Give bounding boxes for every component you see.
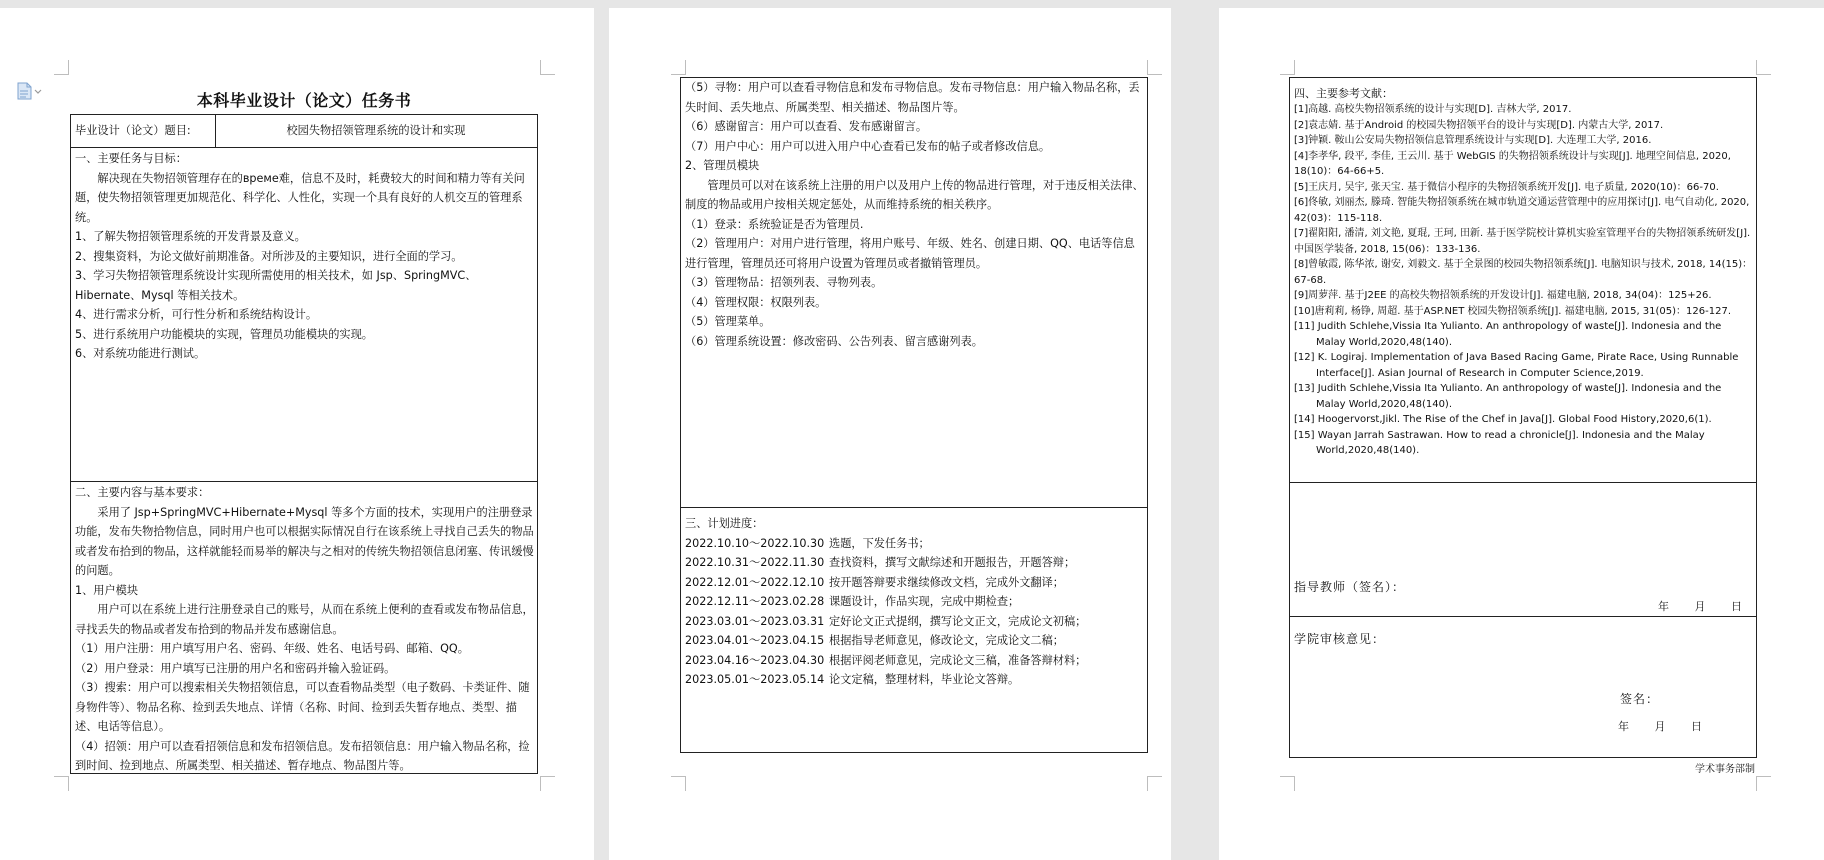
list-item: （3）管理物品：招领列表、寻物列表。	[685, 276, 883, 289]
list-item: （6）感谢留言：用户可以查看、发布感谢留言。	[685, 120, 928, 133]
list-item: 6、对系统功能进行测试。	[75, 347, 206, 360]
crop-mark	[1280, 776, 1295, 791]
reference-item: [13] Judith Schlehe,Vissia Ita Yulianto. An anthropology of waste[J]. Indonesia and the Malay World,2020,48(140).	[1294, 383, 1722, 410]
reference-item: [14] Hoogervorst,Jikl. The Rise of the Chef in Java[J]. Global Food History,2020,6(1).	[1294, 414, 1712, 425]
schedule-date: 2023.04.16～2023.04.30	[685, 653, 825, 667]
task-table-cont	[680, 77, 1148, 753]
schedule-date: 2022.10.10～2022.10.30	[685, 536, 825, 550]
schedule-date: 2023.05.01～2023.05.14	[685, 673, 825, 686]
crop-mark	[54, 776, 69, 791]
schedule-row	[685, 651, 1145, 671]
advisor-sign-label: 指导教师（签名）：	[1294, 580, 1406, 594]
page-title: 本科毕业设计（论文）任务书	[196, 91, 412, 110]
reference-item: [15] Wayan Jarrah Sastrawan. How to read a chronicle[J]. Indonesia and the Malay World,2020,48(140).	[1294, 429, 1705, 456]
reference-item: [11] Judith Schlehe,Vissia Ita Yulianto. An anthropology of waste[J]. Indonesia and the Malay World,2020,48(140).	[1294, 321, 1722, 348]
footer-note: 学术事务部制	[1695, 764, 1755, 775]
section-main-content	[75, 483, 535, 776]
crop-mark	[1147, 60, 1162, 75]
list-item: （5）管理菜单。	[685, 315, 771, 328]
reference-item: [5]王庆月, 吴宇, 张天宝. 基于微信小程序的失物招领系统开发[J]. 电子质量, 2020(10)：66-70.	[1294, 181, 1719, 193]
topic-value: 校园失物招领管理系统的设计和实现	[286, 124, 466, 137]
schedule-task: 根据评阅老师意见，完成论文三稿，准备答辩材料；	[829, 653, 1087, 667]
schedule-row	[685, 534, 1145, 554]
crop-mark	[671, 776, 686, 791]
page-3	[1219, 8, 1824, 860]
schedule-task: 根据指导老师意见，修改论文，完成论文二稿；	[829, 634, 1064, 647]
schedule-row	[685, 573, 1145, 593]
schedule-row	[685, 670, 1145, 690]
section-heading: 二、主要内容与基本要求：	[75, 486, 210, 499]
reference-item: [10]唐莉莉, 杨铮, 周超. 基于ASP.NET 校园失物招领系统[J]. 福建电脑, 2015, 31(05)：126-127.	[1294, 305, 1732, 317]
list-item: （4）管理权限：权限列表。	[685, 295, 827, 309]
college-review-label: 学院审核意见：	[1294, 632, 1386, 646]
subsection-heading: 1、用户模块	[75, 583, 139, 597]
document-icon[interactable]	[16, 82, 42, 100]
schedule-date: 2023.04.01～2023.04.15	[685, 634, 825, 647]
list-item: （7）用户中心：用户可以进入用户中心查看已发布的帖子或者修改信息。	[685, 139, 1051, 153]
reference-item: [8]曾敏霞, 陈华浓, 谢安, 刘毅文. 基于全景图的校园失物招领系统[J]. 电脑知识与技术, 2018, 14(15)：67-68.	[1294, 259, 1753, 286]
section-schedule	[685, 514, 1145, 690]
crop-mark	[1147, 776, 1162, 791]
crop-mark	[540, 776, 555, 791]
section-heading: 一、主要任务与目标：	[75, 152, 187, 165]
page-1	[0, 8, 594, 860]
section-main-tasks	[75, 149, 535, 364]
list-item: 1、了解失物招领管理系统的开发背景及意义。	[75, 230, 306, 243]
list-item: 2、搜集资料，为论文做好前期准备。对所涉及的主要知识，进行全面的学习。	[75, 249, 463, 263]
schedule-row	[685, 612, 1145, 632]
list-item: 5、进行系统用户功能模块的实现，管理员功能模块的实现。	[75, 327, 373, 341]
task-table	[70, 114, 538, 774]
schedule-date: 2023.03.01～2023.03.31	[685, 614, 825, 628]
schedule-task: 论文定稿，整理材料，毕业论文答辩。	[829, 673, 1020, 686]
advisor-date-label: 年 月 日	[1658, 600, 1742, 613]
schedule-row	[685, 631, 1145, 651]
list-item: 4、进行需求分析，可行性分析和系统结构设计。	[75, 308, 318, 321]
schedule-task: 课题设计，作品实现，完成中期检查；	[829, 595, 1020, 608]
schedule-date: 2022.10.31～2022.11.30	[685, 556, 825, 569]
reference-item: [2]袁志婧. 基于Android 的校园失物招领平台的设计与实现[D]. 内蒙古大学, 2017.	[1294, 119, 1664, 131]
task-table-end	[1289, 77, 1757, 758]
topic-label: 毕业设计（论文）题目:	[75, 124, 191, 137]
list-item: （1）用户注册：用户填写用户名、密码、年级、姓名、电话号码、邮箱、QQ。	[75, 642, 469, 655]
schedule-task: 按开题答辩要求继续修改文档，完成外文翻译；	[829, 575, 1064, 589]
reference-item: [9]周萝萍. 基于J2EE 的高校失物招领系统的开发设计[J]. 福建电脑, 2018, 34(04)：125+26.	[1294, 290, 1712, 301]
crop-mark	[540, 60, 555, 75]
paragraph: 用户可以在系统上进行注册登录自己的账号，从而在系统上便利的查看或发布物品信息，寻找丢失的物品或者发布拾到的物品并发布感谢信息。	[75, 603, 534, 636]
section-heading: 四、主要参考文献：	[1294, 87, 1393, 100]
college-date-label: 年 月 日	[1618, 720, 1702, 733]
list-item: （6）管理系统设置：修改密码、公告列表、留言感谢列表。	[685, 334, 983, 348]
schedule-task: 选题，下发任务书；	[829, 536, 930, 550]
college-sign-label: 签名：	[1620, 692, 1660, 706]
reference-item: [3]钟颖. 鞍山公安局失物招领信息管理系统设计与实现[D]. 大连理工大学, 2016.	[1294, 135, 1652, 146]
section-heading: 三、计划进度：	[685, 517, 764, 530]
list-item: （3）搜索：用户可以搜索相关失物招领信息，可以查看物品类型（电子数码、卡类证件、随身物件等）、物品名称、捡到丢失地点、详情（名称、时间、捡到丢失暂存地点、类型、描述、电话等信息）。	[75, 681, 530, 733]
list-item: （2）用户登录：用户填写已注册的用户名和密码并输入验证码。	[75, 661, 396, 675]
section-references	[1294, 86, 1754, 459]
list-item: （4）招领：用户可以查看招领信息和发布招领信息。发布招领信息：用户输入物品名称，捡到时间、捡到地点、所属类型、相关描述、暂存地点、物品图片等。	[75, 739, 530, 772]
list-item: （5）寻物：用户可以查看寻物信息和发布寻物信息。发布寻物信息：用户输入物品名称，丢失时间、丢失地点、所属类型、相关描述、物品图片等。	[685, 81, 1140, 114]
reference-item: [6]佟敏, 刘丽杰, 滕琦. 智能失物招领系统在城市轨道交通运营管理中的应用探讨[J]. 电气自动化, 2020, 42(03)：115-118.	[1294, 197, 1750, 224]
paragraph: 管理员可以对在该系统上注册的用户以及用户上传的物品进行管理，对于违反相关法律、制度的物品或用户按相关规定惩处，从而维持系统的相关秩序。	[685, 178, 1144, 211]
crop-mark	[671, 60, 686, 75]
reference-item: [4]李孝华, 段平, 李佳, 王云川. 基于 WebGIS 的失物招领系统设计与实现[J]. 地理空间信息, 2020, 18(10)：64-66+5.	[1294, 150, 1731, 177]
schedule-row	[685, 553, 1145, 573]
schedule-date: 2022.12.11～2023.02.28	[685, 595, 825, 608]
crop-mark	[1756, 776, 1771, 791]
list-item: （1）登录：系统验证是否为管理员.	[685, 217, 864, 231]
list-item: （2）管理用户：对用户进行管理，将用户账号、年级、姓名、创建日期、QQ、电话等信息进行管理，管理员还可将用户设置为管理员或者撤销管理员。	[685, 237, 1135, 270]
schedule-row	[685, 592, 1145, 612]
reference-item: [1]高越. 高校失物招领系统的设计与实现[D]. 吉林大学, 2017.	[1294, 104, 1572, 115]
schedule-date: 2022.12.01～2022.12.10	[685, 575, 825, 589]
paragraph: 解决现在失物招领管理存在的време难，信息不及时，耗费较大的时间和精力等有关问题，使失物招领管理更加规范化、科学化、人性化，实现一个具有良好的人机交互的管理系统。	[75, 171, 525, 224]
section-main-content-cont	[685, 78, 1145, 351]
reference-item: [7]翟阳阳, 潘清, 刘文艳, 夏琨, 王珂, 田新. 基于医学院校计算机实验室管理平台的失物招领系统研发[J]. 中国医学装备, 2018, 15(06)：133-136.	[1294, 228, 1751, 255]
paragraph: 采用了 Jsp+SpringMVC+Hibernate+Mysql 等多个方面的技术，实现用户的注册登录功能，发布失物拾物信息，同时用户也可以根据实际情况自行在该系统上寻找自己丢失的物品或者发布拾到的物品，这样就能轻而易举的解决与之相对的传统失物招领信息闭塞、传讯缓慢的问题。	[75, 505, 534, 577]
crop-mark	[1756, 60, 1771, 75]
subsection-heading: 2、管理员模块	[685, 159, 760, 172]
page-2	[609, 8, 1171, 860]
list-item: 3、学习失物招领管理系统设计实现所需使用的相关技术，如 Jsp、SpringMVC、Hibernate、Mysql 等相关技术。	[75, 269, 477, 302]
schedule-task: 查找资料，撰写文献综述和开题报告，开题答辩；	[829, 556, 1076, 569]
schedule-task: 定好论文正式提纲，撰写论文正文，完成论文初稿；	[829, 614, 1087, 628]
crop-mark	[1280, 60, 1295, 75]
crop-mark	[54, 60, 69, 75]
reference-item: [12] K. Logiraj. Implementation of Java Based Racing Game, Pirate Race, Using Runnable Interface[J]. Asian Journal of Research in Computer Science,2019.	[1294, 352, 1739, 379]
